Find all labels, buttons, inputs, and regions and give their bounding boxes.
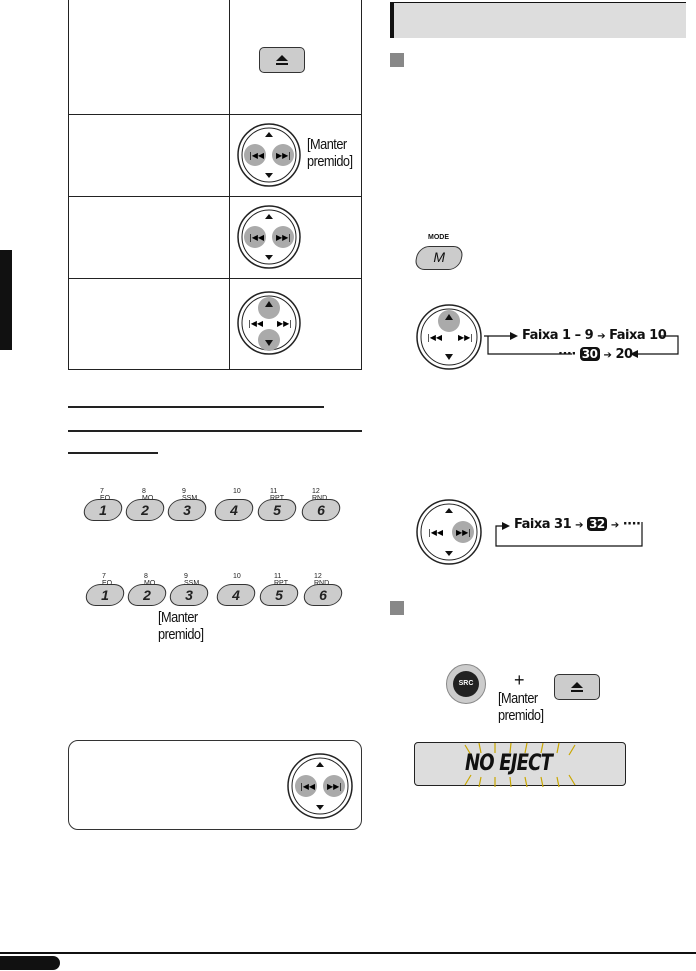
svg-text:|◀◀: |◀◀: [249, 233, 264, 242]
preset-label: 7: [102, 573, 106, 580]
preset-button-4[interactable]: 4: [215, 584, 258, 606]
preset-button-6[interactable]: 6: [302, 584, 345, 606]
control-dial-icon: [285, 751, 355, 821]
flow-track-next: Faixa 31 ➔ 32 ➔ ····: [514, 517, 641, 532]
preset-button-2[interactable]: 2: [126, 584, 169, 606]
hold-label: [Manter premido]: [498, 690, 544, 724]
svg-text:▶▶|: ▶▶|: [277, 319, 292, 328]
preset-label: 9: [184, 573, 188, 580]
preset-button-5[interactable]: 5: [258, 584, 301, 606]
preset-button-6[interactable]: 6: [300, 499, 343, 521]
lcd-display: [414, 742, 626, 786]
preset-label: 9: [182, 488, 186, 495]
preset-label: 11: [274, 573, 282, 580]
control-dial-icon: [235, 121, 303, 189]
text-underline: [68, 406, 324, 408]
side-tab: [0, 250, 12, 350]
preset-label: 10: [233, 488, 241, 495]
preset-button-4[interactable]: 4: [213, 499, 256, 521]
eject-button[interactable]: [259, 47, 305, 73]
display-text: NO EJECT: [465, 751, 553, 776]
step-bullet: [390, 53, 404, 67]
preset-button-1[interactable]: 1: [84, 584, 127, 606]
table-row: [69, 278, 361, 370]
mode-label: MODE: [428, 234, 449, 241]
preset-label: 10: [233, 573, 241, 580]
step-bullet: [390, 601, 404, 615]
svg-text:▶▶|: ▶▶|: [327, 782, 342, 791]
mode-button[interactable]: [413, 246, 464, 270]
preset-button-1[interactable]: 1: [82, 499, 125, 521]
svg-text:▶▶|: ▶▶|: [456, 528, 471, 537]
control-dial-icon: [414, 497, 484, 567]
svg-text:|◀◀: |◀◀: [248, 319, 263, 328]
footer-rule: [0, 952, 696, 954]
flow-track-return: ···· 30 ➔ 20: [558, 347, 633, 362]
preset-button-5[interactable]: 5: [256, 499, 299, 521]
svg-text:▶▶|: ▶▶|: [276, 233, 291, 242]
preset-button-3[interactable]: 3: [168, 584, 211, 606]
svg-text:|◀◀: |◀◀: [427, 333, 442, 342]
text-underline: [68, 430, 362, 432]
control-dial-updown-icon: [414, 302, 484, 372]
eject-button[interactable]: [554, 674, 600, 700]
mode-key: M: [433, 249, 446, 265]
table-row: [69, 0, 361, 114]
flow-track-range: Faixa 1 – 9 ➔ Faixa 10: [522, 328, 667, 343]
table-row: [69, 114, 361, 196]
preset-label: 12: [312, 488, 320, 495]
controls-table: [68, 0, 362, 370]
svg-text:|◀◀: |◀◀: [249, 151, 264, 160]
src-label: SRC: [453, 671, 479, 697]
table-row: [69, 196, 361, 278]
text-underline: [68, 452, 158, 454]
svg-text:|◀◀: |◀◀: [300, 782, 315, 791]
svg-text:▶▶|: ▶▶|: [458, 333, 473, 342]
hold-caption: [Manter premido]: [158, 609, 204, 643]
preset-label: 7: [100, 488, 104, 495]
preset-label: 8: [144, 573, 148, 580]
note-box: [68, 740, 362, 830]
preset-button-2[interactable]: 2: [124, 499, 167, 521]
preset-label: 11: [270, 488, 278, 495]
control-dial-icon: [235, 203, 303, 271]
svg-text:|◀◀: |◀◀: [428, 528, 443, 537]
control-dial-updown-icon: [235, 289, 303, 357]
preset-button-3[interactable]: 3: [166, 499, 209, 521]
eject-icon: [555, 675, 599, 699]
eject-icon: [260, 48, 304, 72]
hold-label: [Manter premido]: [307, 136, 353, 170]
section-header-bar: [390, 2, 686, 38]
preset-label: 8: [142, 488, 146, 495]
svg-text:▶▶|: ▶▶|: [276, 151, 291, 160]
src-button[interactable]: [446, 664, 486, 704]
plus-sign: +: [514, 670, 525, 690]
footer-page-tab: [0, 956, 60, 970]
preset-label: 12: [314, 573, 322, 580]
